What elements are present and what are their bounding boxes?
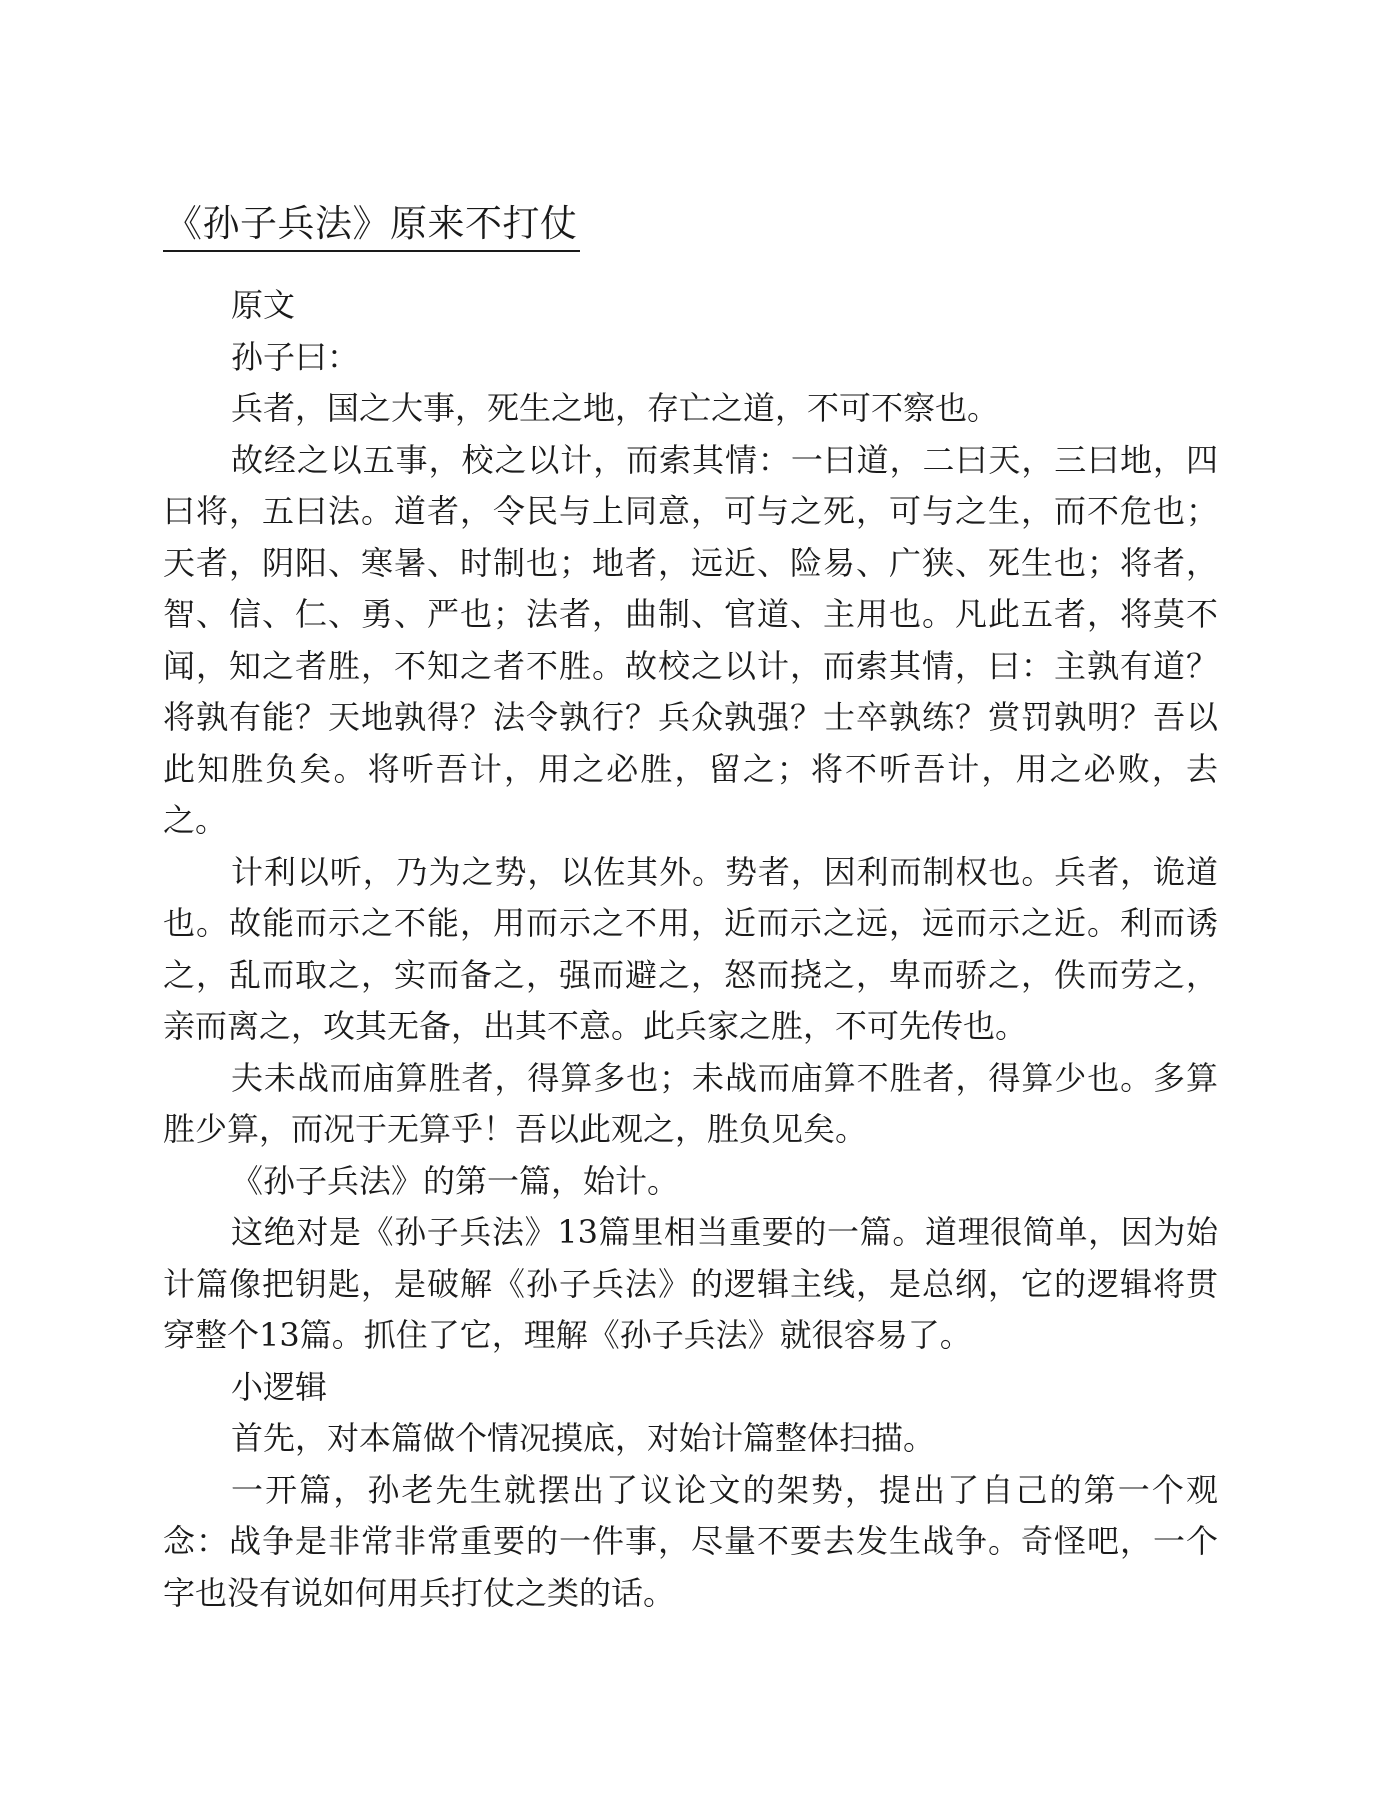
document-body — [163, 280, 1218, 1619]
paragraph: 兵者，国之大事，死生之地，存亡之道，不可不察也。 — [231, 389, 1000, 427]
section-heading-original-text: 原文 — [231, 286, 296, 324]
paragraph: 故经之以五事，校之以计，而索其情：一曰道，二曰天，三曰地，四曰将，五曰法。道者，令民与上同意，可与之死，可与之生，而不危也；天者，阴阳、寒暑、时制也；地者，远近、险易、广狭、死生也；将者，智、信、仁、勇、严也；法者，曲制、官道、主用也。凡此五者，将莫不闻，知之者胜，不知之者不胜。故校之以计，而索其情，曰：主孰有道？将孰有能？天地孰得？法令孰行？兵众孰强？士卒孰练？赏罚孰明？吾以此知胜负矣。将听吾计，用之必胜，留之；将不听吾计，用之必败，去之。 — [163, 440, 1218, 839]
paragraph: 一开篇，孙老先生就摆出了议论文的架势，提出了自己的第一个观念：战争是非常非常重要的一件事，尽量不要去发生战争。奇怪吧，一个字也没有说如何用兵打仗之类的话。 — [163, 1470, 1218, 1612]
paragraph: 孙子曰： — [231, 337, 360, 376]
paragraph: 《孙子兵法》的第一篇，始计。 — [231, 1161, 680, 1200]
paragraph: 计利以听，乃为之势，以佐其外。势者，因利而制权也。兵者，诡道也。故能而示之不能，用而示之不用，近而示之远，远而示之近。利而诱之，乱而取之，实而备之，强而避之，怒而挠之，卑而骄之，佚而劳之，亲而离之，攻其无备，出其不意。此兵家之胜，不可先传也。 — [163, 852, 1218, 1045]
document-title: 《孙子兵法》原来不打仗 — [163, 200, 580, 252]
paragraph: 首先，对本篇做个情况摸底，对始计篇整体扫描。 — [231, 1419, 936, 1457]
paragraph: 这绝对是《孙子兵法》13篇里相当重要的一篇。道理很简单，因为始计篇像把钥匙，是破解《孙子兵法》的逻辑主线，是总纲，它的逻辑将贯穿整个13篇。抓住了它，理解《孙子兵法》就很容易了。 — [163, 1213, 1218, 1354]
paragraph: 夫未战而庙算胜者，得算多也；未战而庙算不胜者，得算少也。多算胜少算，而况于无算乎！吾以此观之，胜负见矣。 — [163, 1058, 1218, 1148]
section-heading-small-logic: 小逻辑 — [231, 1367, 328, 1406]
